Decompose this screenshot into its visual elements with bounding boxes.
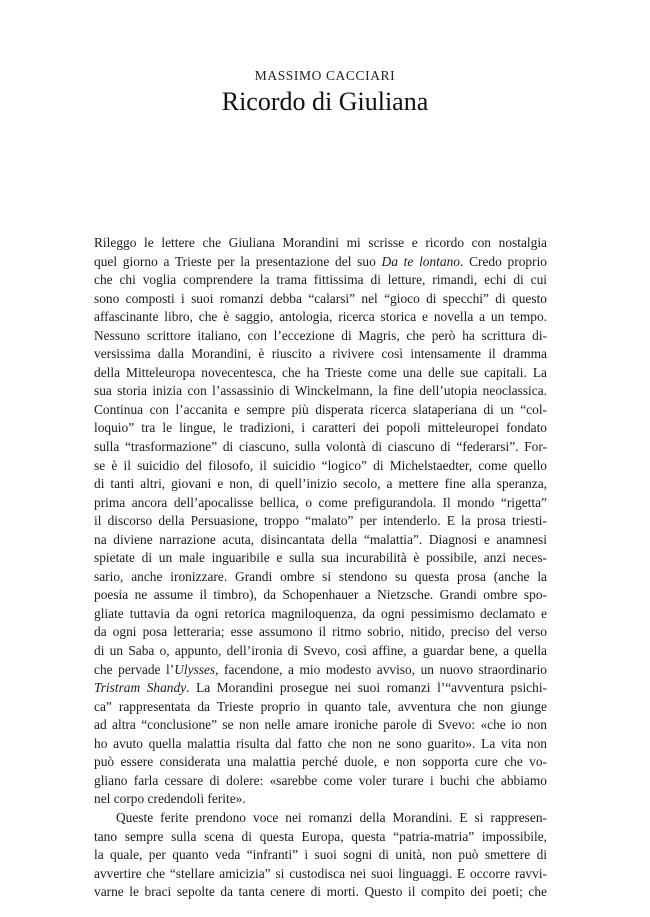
- text-line: sono composti i suoi romanzi debba “calarsi” nel “gioco di specchi” di questo: [94, 290, 547, 306]
- text-line: di un Saba o, appunto, dell’ironia di Svevo, così affine, a guardar bene, a quella: [94, 643, 547, 659]
- text-line: ad altra “conclusione” se non nelle amare ironiche parole di Svevo: «che io non: [94, 717, 547, 733]
- text-line: Nessuno scrittore italiano, con l’eccezione di Magris, che però ha scrittura di-: [94, 327, 547, 343]
- text-line: gliate tuttavia da ogni retorica magniloquenza, da ogni pessimismo declamato e: [94, 605, 547, 621]
- text-line: può essere considerata una malattia perché duole, e non sopporta cure che vo-: [94, 754, 547, 770]
- text-line: varne le braci sepolte da tanta cenere di morti. Questo il compito dei poeti; che: [94, 884, 547, 900]
- text-line: Tristram Shandy. La Morandini prosegue nei suoi romanzi l’“avventura psichi-: [94, 680, 547, 696]
- body-text: [94, 234, 547, 902]
- text-line: na diviene narrazione acuta, disincantata della “malattia”. Diagnosi e anamnesi: [94, 531, 547, 547]
- text-line: nel corpo credendoli ferite».: [94, 791, 246, 807]
- text-line: che chi voglia comprendere la trama fittissima di letture, rimandi, echi di cui: [94, 272, 547, 288]
- text-line: di tanti altri, giovani e non, di quell’inizio secolo, a mettere fine alla speranza,: [94, 476, 547, 492]
- text-line: sua storia inizia con l’assassinio di Winckelmann, la fine dell’utopia neoclassica.: [94, 383, 547, 399]
- text-line: ca” rappresentata da Trieste proprio in quanto tale, avventura che non giunge: [94, 698, 547, 714]
- text-line: gliano farla cessare di dolere: «sarebbe come voler turare i buchi che abbiamo: [94, 772, 547, 788]
- author-name: MASSIMO CACCIARI: [254, 68, 396, 83]
- text-line: versissima dalla Morandini, è riuscito a rivivere così intensamente il dramma: [94, 346, 547, 362]
- text-line: sulla “trasformazione” di ciascuno, sulla volontà di ciascuno di “federarsi”. For-: [94, 439, 547, 455]
- text-line: ho avuto quella malattia risulta dal fatto che non ne sono guarito». La vita non: [94, 735, 547, 751]
- paragraph-2: [94, 809, 547, 902]
- text-line: Queste ferite prendono voce nei romanzi della Morandini. E si rappresen-: [116, 809, 547, 825]
- article-title: Ricordo di Giuliana: [221, 87, 429, 116]
- paragraph-1: [94, 234, 547, 809]
- text-line: il discorso della Persuasione, troppo “malato” per intenderlo. E la prosa triesti-: [94, 513, 547, 529]
- text-line: poesia ne assume il timbro), da Schopenhauer a Nietzsche. Grandi ombre spo-: [94, 587, 547, 603]
- text-line: tano sempre sulla scena di questa Europa, questa “patria-matria” impossibile,: [94, 828, 547, 844]
- text-line: spietate di un male inguaribile e sulla sua incurabilità è possibile, anzi neces-: [94, 550, 547, 566]
- text-line: la quale, per quanto veda “infranti” i suoi sogni di unità, non può smettere di: [94, 847, 547, 863]
- text-line: sario, anche ironizzare. Grandi ombre si stendono su questa prosa (anche la: [94, 568, 547, 584]
- text-line: prima ancora dell’apocalisse bellica, o come prefigurandola. Il mondo “rigetta”: [94, 494, 547, 510]
- text-line: quel giorno a Trieste per la presentazione del suo Da te lontano. Credo proprio: [94, 253, 547, 269]
- text-line: della Mitteleuropa novecentesca, che ha Trieste come una delle sue capitali. La: [94, 364, 547, 380]
- text-line: Continua con l’accanita e sempre più disperata ricerca slataperiana di un “col-: [94, 401, 547, 417]
- text-line: se è il suicidio del filosofo, il suicidio “logico” di Michelstaedter, come quello: [94, 457, 547, 473]
- text-line: da ogni posa letteraria; esse assumono il ritmo sobrio, nitido, preciso del verso: [94, 624, 547, 640]
- text-line: Rileggo le lettere che Giuliana Morandini mi scrisse e ricordo con nostalgia: [94, 235, 547, 250]
- text-line: affascinante libro, che è saggio, antologia, ricerca storica e novella a un tempo.: [94, 309, 547, 325]
- text-line: che pervade l’Ulysses, facendone, a mio modesto avviso, un nuovo straordinario: [94, 661, 547, 677]
- text-line: loquio” tra le lingue, le tradizioni, i caratteri dei popoli mitteleuropei fondato: [94, 420, 547, 436]
- text-line: avvertire che “stellare amicizia” si custodisca nei suoi linguaggi. E occorre ravvi-: [94, 865, 547, 881]
